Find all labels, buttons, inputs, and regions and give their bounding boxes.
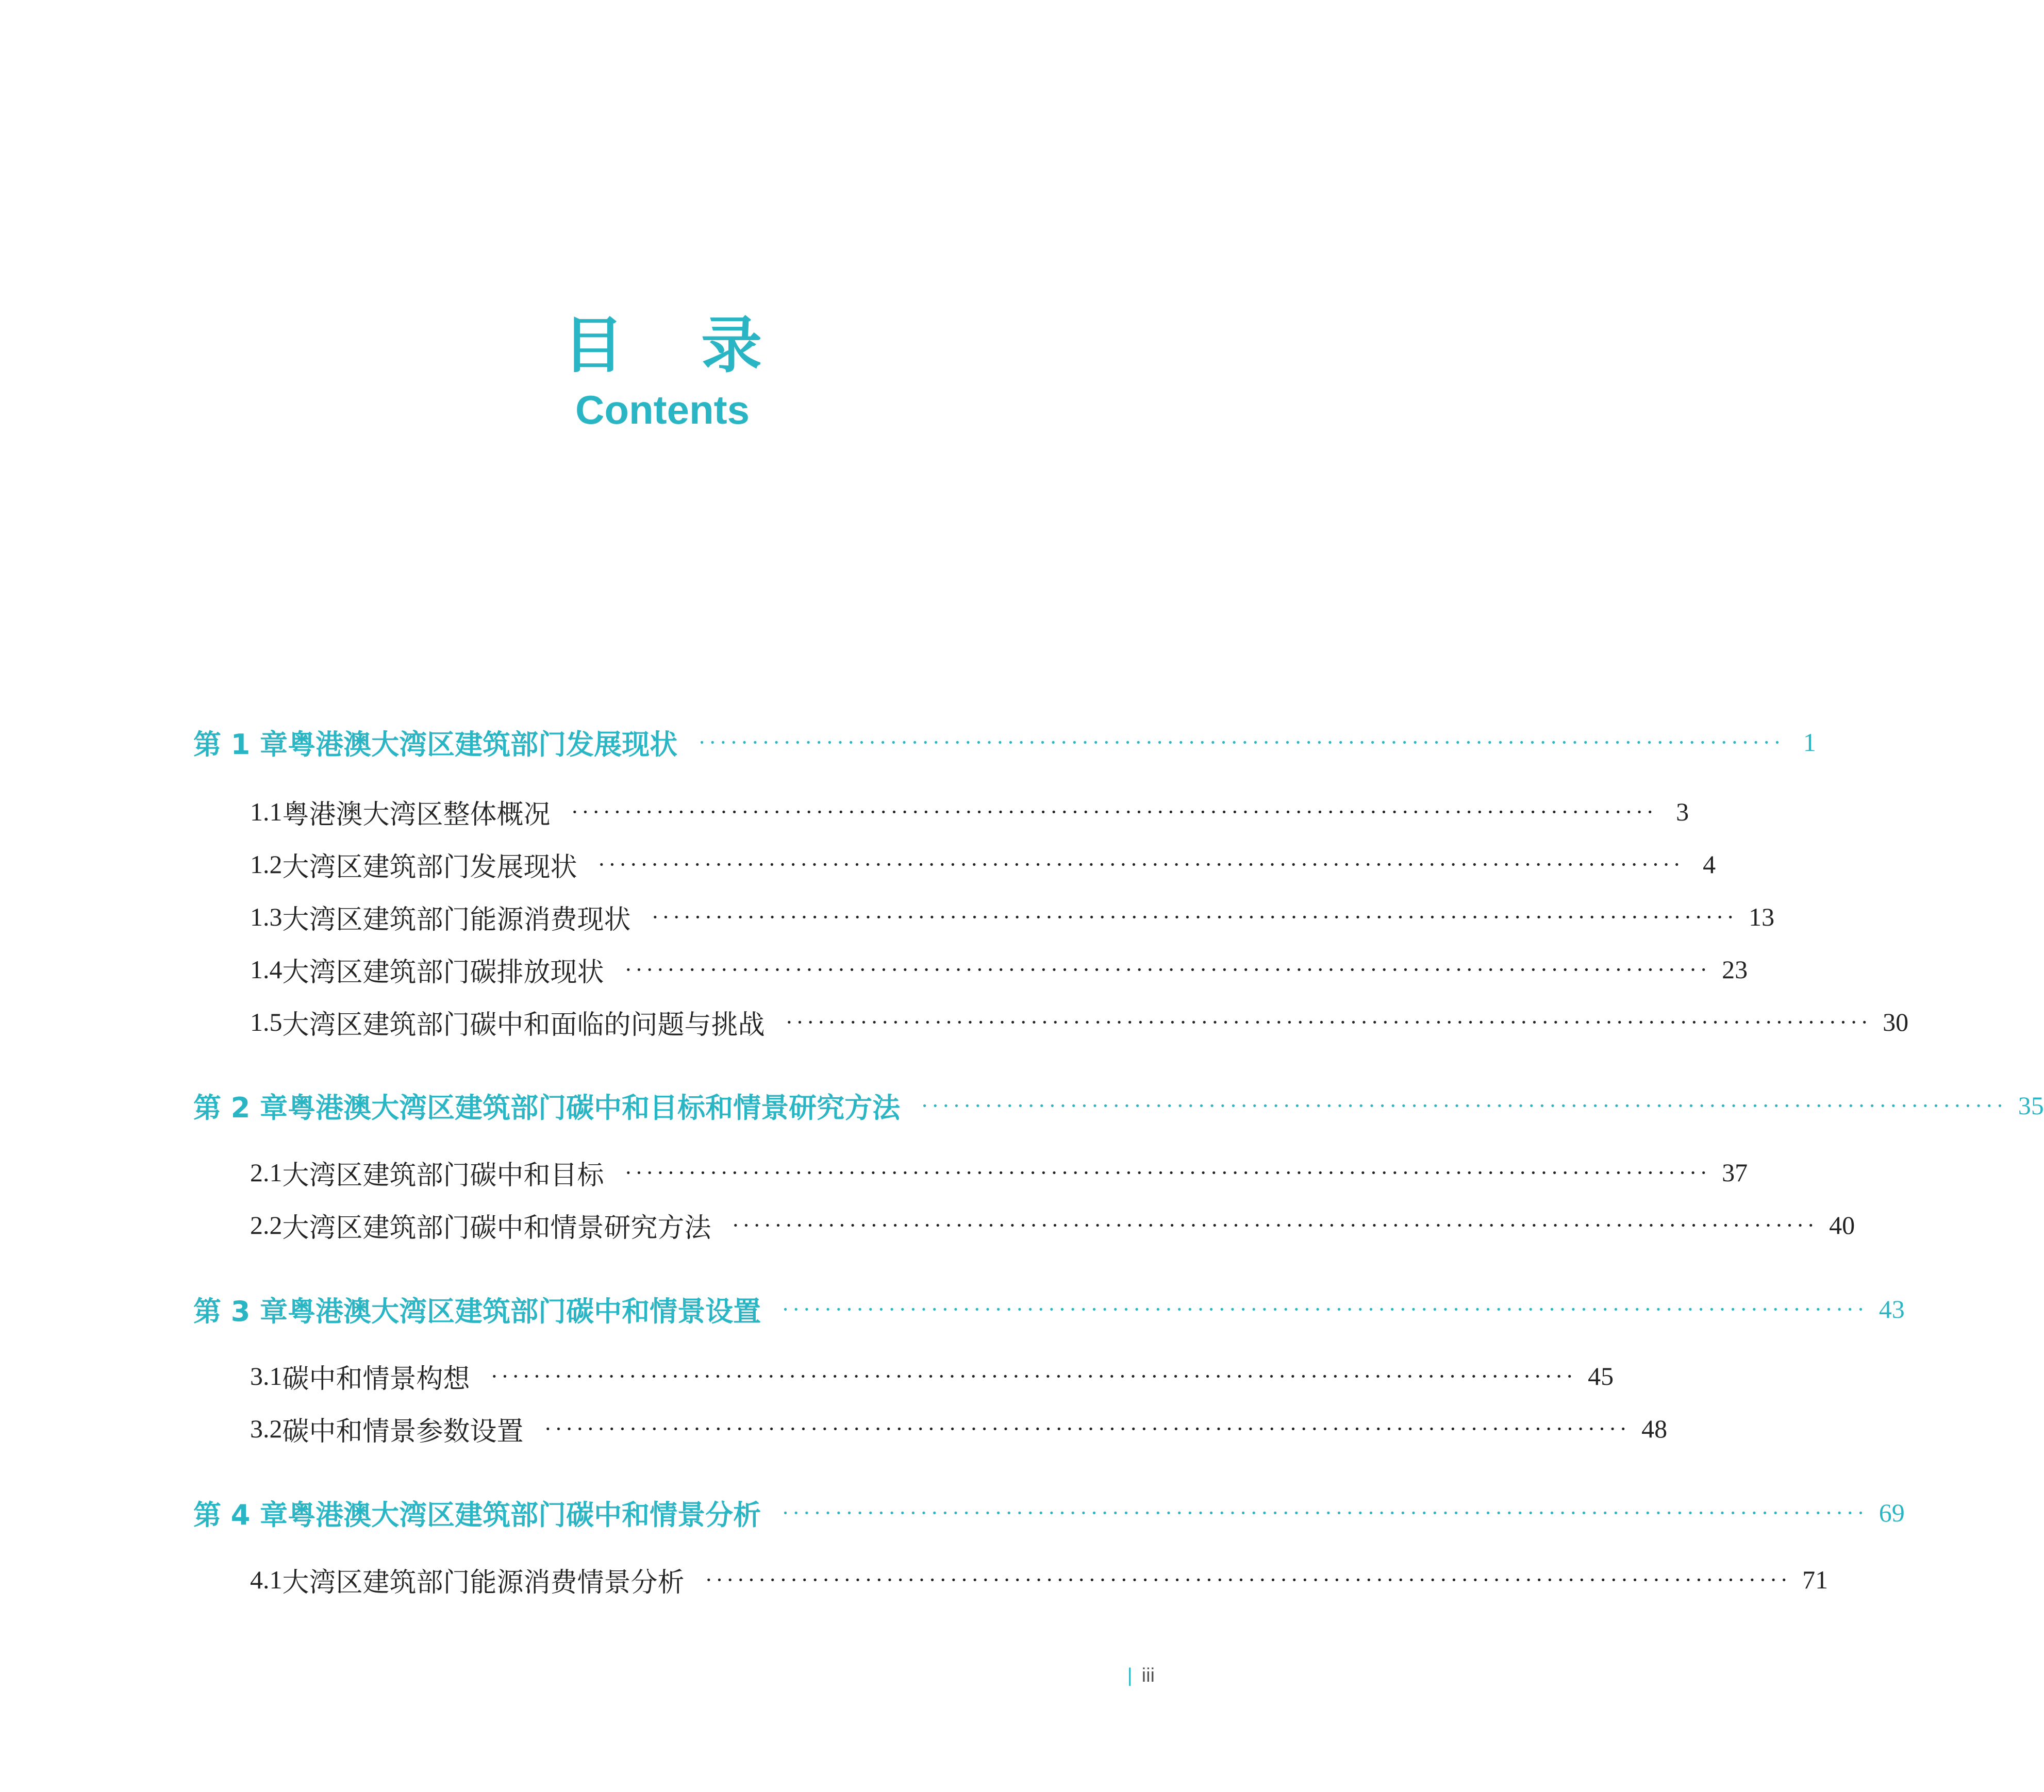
toc-page: 40 xyxy=(1829,1211,1855,1240)
toc-leader: ······································································································ xyxy=(651,904,1738,930)
page-title-zh: 目录 xyxy=(562,310,839,381)
toc-chapter-4[interactable] xyxy=(193,1495,1905,1531)
toc-title: 粤港澳大湾区建筑部门碳中和目标和情景研究方法 xyxy=(288,1091,901,1124)
toc-leader: ······································································································ xyxy=(571,799,1657,825)
toc-leader: ······································································································ xyxy=(732,1212,1818,1238)
toc-leader: ······································································································ xyxy=(490,1363,1577,1389)
toc-title: 碳中和情景参数设置 xyxy=(282,1416,524,1447)
toc-section-3-1[interactable] xyxy=(250,1358,1614,1395)
toc-page: 35 xyxy=(2018,1091,2044,1120)
toc-page: 13 xyxy=(1749,902,1775,931)
toc-title: 粤港澳大湾区建筑部门发展现状 xyxy=(288,728,678,761)
toc-leader: ······································································································ xyxy=(544,1416,1631,1442)
toc-page: 3 xyxy=(1676,797,1689,826)
toc-number: 1.2 xyxy=(250,850,282,879)
toc-title: 碳中和情景构想 xyxy=(282,1363,470,1395)
toc-number: 1.4 xyxy=(250,955,282,984)
toc-number: 1.5 xyxy=(250,1008,282,1036)
toc-title: 大湾区建筑部门碳中和目标 xyxy=(282,1160,604,1191)
toc-leader: ······································································································ xyxy=(785,1009,1872,1035)
toc-number: 第 3 章 xyxy=(193,1295,288,1328)
toc-leader: ······································································································ xyxy=(698,729,1784,755)
toc-number: 3.1 xyxy=(250,1362,282,1391)
toc-title: 粤港澳大湾区建筑部门碳中和情景设置 xyxy=(288,1295,761,1328)
toc-number: 2.2 xyxy=(250,1211,282,1240)
toc-leader: ······································································································ xyxy=(782,1500,1868,1526)
toc-title: 大湾区建筑部门发展现状 xyxy=(282,851,577,883)
toc-page: 45 xyxy=(1588,1362,1614,1391)
toc-leader: ······································································································ xyxy=(921,1093,2007,1118)
toc-leader: ······································································································ xyxy=(624,957,1711,982)
toc-chapter-3[interactable] xyxy=(193,1291,1905,1328)
toc-section-2-2[interactable] xyxy=(250,1207,1855,1244)
toc-page: 43 xyxy=(1879,1295,1905,1324)
toc-page: 1 xyxy=(1803,728,1816,757)
toc-number: 第 2 章 xyxy=(193,1091,288,1124)
toc-page: 4 xyxy=(1703,850,1716,879)
toc-number: 2.1 xyxy=(250,1158,282,1187)
toc-page: 23 xyxy=(1722,955,1748,984)
toc-number: 第 1 章 xyxy=(193,728,288,761)
toc-page: 30 xyxy=(1883,1008,1909,1036)
toc-number: 3.2 xyxy=(250,1414,282,1443)
footer-divider: | xyxy=(1127,1665,1133,1686)
toc-section-1-1[interactable] xyxy=(250,794,1689,830)
toc-section-1-3[interactable] xyxy=(250,899,1775,935)
toc-number: 1.3 xyxy=(250,902,282,931)
toc-chapter-1[interactable] xyxy=(193,724,1816,761)
toc-title: 粤港澳大湾区建筑部门碳中和情景分析 xyxy=(288,1498,761,1531)
toc-title: 大湾区建筑部门碳中和面临的问题与挑战 xyxy=(282,1009,765,1041)
toc-leader: ······································································································ xyxy=(782,1296,1868,1322)
toc-leader: ······································································································ xyxy=(705,1567,1791,1593)
toc-leader: ······································································································ xyxy=(624,1160,1711,1185)
toc-page: 69 xyxy=(1879,1498,1905,1527)
toc-page: 48 xyxy=(1641,1414,1668,1443)
toc-title: 大湾区建筑部门碳排放现状 xyxy=(282,957,604,988)
page-footer xyxy=(1127,1665,1155,1687)
toc-page: 71 xyxy=(1802,1565,1829,1594)
toc-title: 大湾区建筑部门碳中和情景研究方法 xyxy=(282,1212,711,1244)
page-number: iii xyxy=(1141,1665,1155,1686)
toc-title: 大湾区建筑部门能源消费情景分析 xyxy=(282,1567,685,1598)
toc-section-1-4[interactable] xyxy=(250,951,1748,988)
toc-title: 大湾区建筑部门能源消费现状 xyxy=(282,904,631,935)
toc-chapter-2[interactable] xyxy=(193,1087,2044,1124)
toc-section-2-1[interactable] xyxy=(250,1154,1748,1191)
toc-number: 1.1 xyxy=(250,797,282,826)
toc-number: 第 4 章 xyxy=(193,1498,288,1531)
toc-section-1-5[interactable] xyxy=(250,1004,1909,1041)
toc-title: 粤港澳大湾区整体概况 xyxy=(282,799,551,830)
toc-leader: ······································································································ xyxy=(597,851,1684,877)
toc-number: 4.1 xyxy=(250,1565,282,1594)
toc-section-4-1[interactable] xyxy=(250,1562,1829,1598)
toc-page: 37 xyxy=(1722,1158,1748,1187)
toc-section-3-2[interactable] xyxy=(250,1411,1668,1447)
toc-section-1-2[interactable] xyxy=(250,846,1716,883)
page-title-en: Contents xyxy=(575,387,750,432)
